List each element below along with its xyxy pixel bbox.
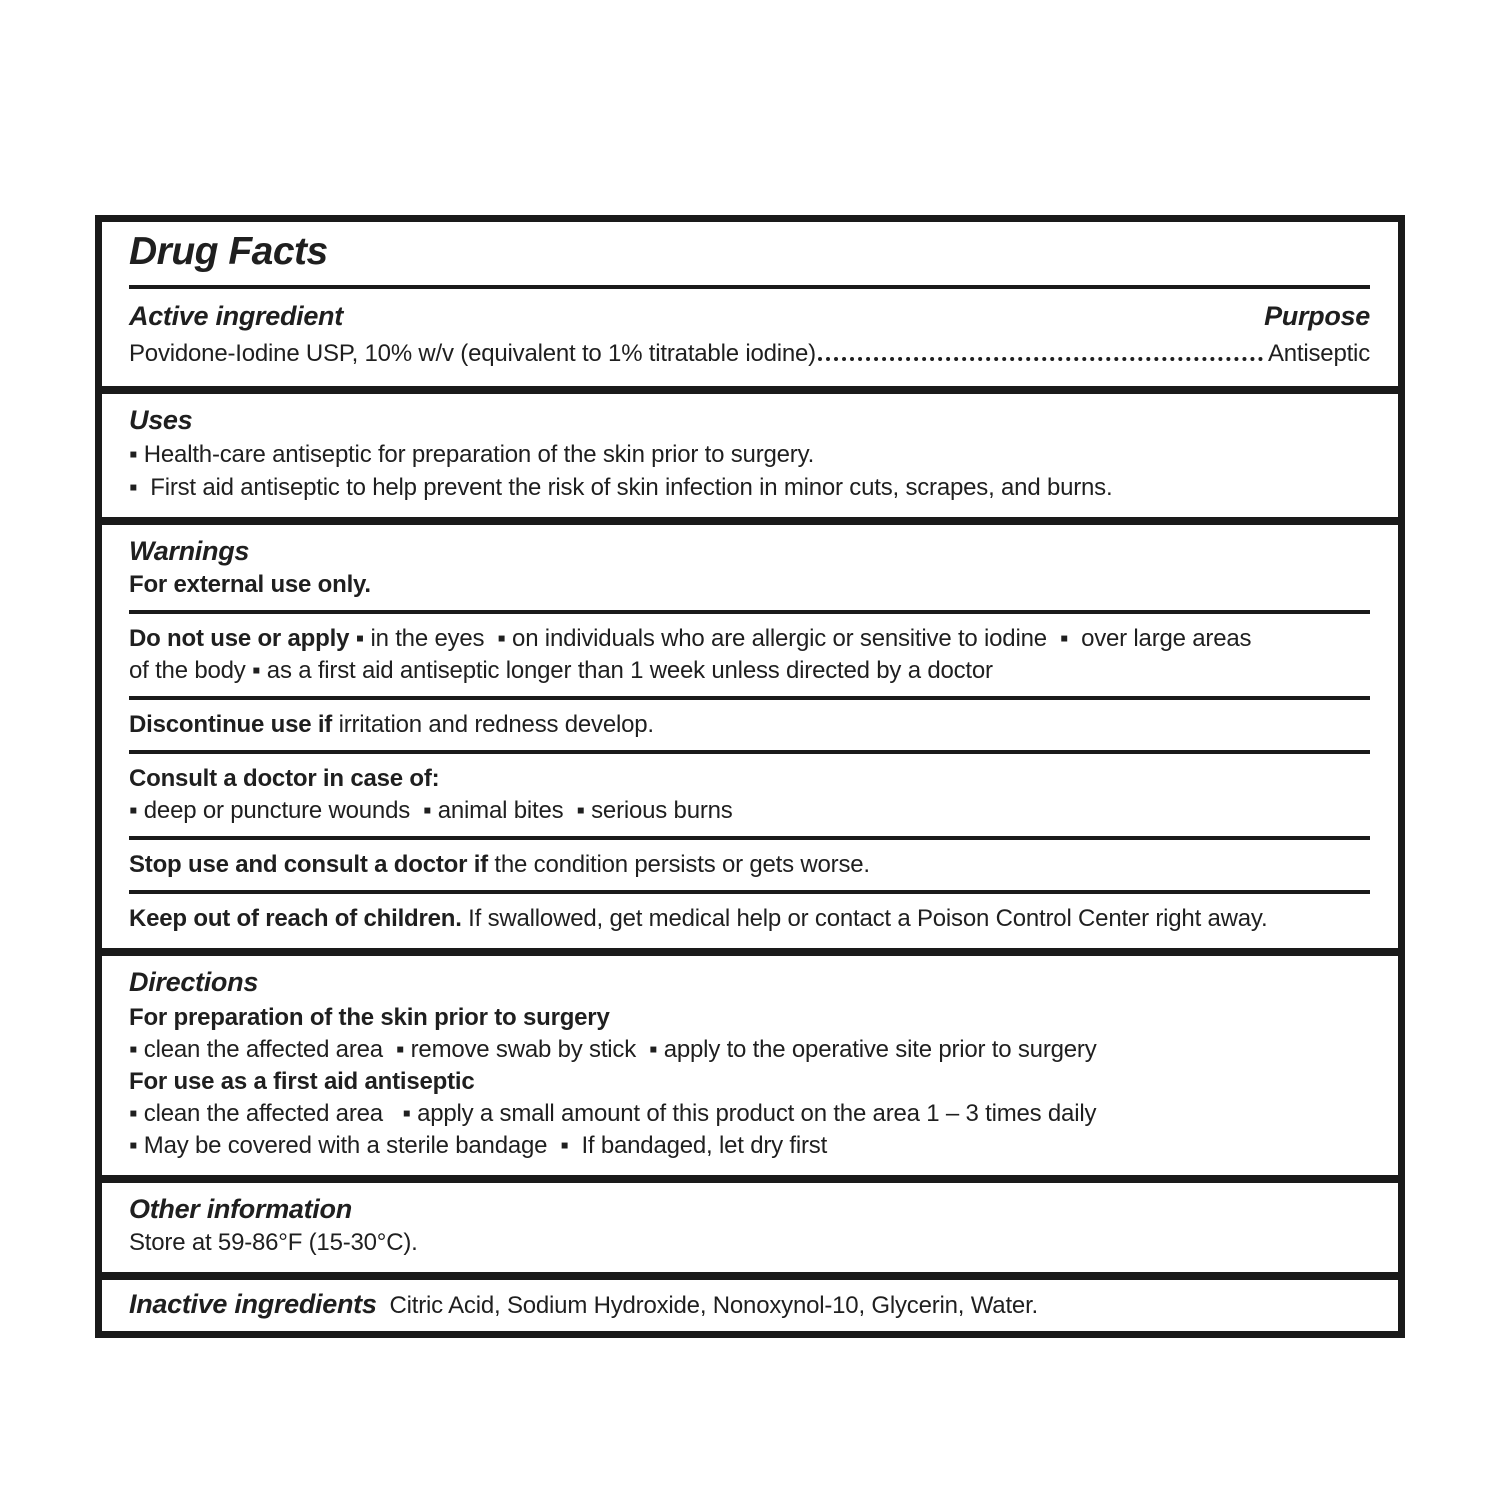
section-divider xyxy=(102,948,1398,956)
directions-heading: Directions xyxy=(129,967,259,997)
uses-item: ▪ Health-care antiseptic for preparation of the skin prior to surgery. xyxy=(129,441,815,468)
drug-facts-title: Drug Facts xyxy=(129,230,328,273)
keep-out-rest: If swallowed, get medical help or contact a Poison Control Center right away. xyxy=(461,905,1268,932)
section-divider xyxy=(102,1175,1398,1183)
other-information-heading: Other information xyxy=(129,1194,352,1224)
do-not-use-line2: of the body ▪ as a first aid antiseptic longer than 1 week unless directed by a doctor xyxy=(129,657,993,684)
uses-section xyxy=(102,394,1398,517)
stop-use-rest: the condition persists or gets worse. xyxy=(487,851,870,878)
section-divider xyxy=(102,386,1398,394)
keep-out-of-reach-paragraph xyxy=(129,903,1370,935)
do-not-use-lead: Do not use or apply xyxy=(129,625,350,652)
section-divider xyxy=(102,517,1398,525)
warnings-rule xyxy=(129,610,1370,614)
keep-out-lead: Keep out of reach of children. xyxy=(129,905,462,932)
surgery-items: ▪ clean the affected area ▪ remove swab by stick ▪ apply to the operative site prior to surgery xyxy=(129,1036,1097,1063)
surgery-subheading: For preparation of the skin prior to surgery xyxy=(129,1004,610,1031)
title-rule xyxy=(129,285,1370,289)
directions-section xyxy=(102,956,1398,1175)
inactive-ingredients-section xyxy=(102,1280,1398,1331)
storage-text: Store at 59-86°F (15-30°C). xyxy=(129,1229,418,1256)
consult-items: ▪ deep or puncture wounds ▪ animal bites ▪ serious burns xyxy=(129,797,733,824)
discontinue-rest: irritation and redness develop. xyxy=(332,711,654,738)
drug-facts-panel xyxy=(95,215,1405,1338)
first-aid-items-line2: ▪ May be covered with a sterile bandage ▪ If bandaged, let dry first xyxy=(129,1132,828,1159)
other-information-section xyxy=(102,1183,1398,1272)
external-use-text: For external use only. xyxy=(129,571,371,598)
active-ingredient-text: Povidone-Iodine USP, 10% w/v (equivalent to 1% titratable iodine) xyxy=(129,340,816,367)
first-aid-subheading: For use as a first aid antiseptic xyxy=(129,1068,475,1095)
consult-heading: Consult a doctor in case of: xyxy=(129,765,440,792)
warnings-rule xyxy=(129,890,1370,894)
do-not-use-rest: ▪ in the eyes ▪ on individuals who are allergic or sensitive to iodine ▪ over large areas xyxy=(349,625,1252,652)
warnings-rule xyxy=(129,750,1370,754)
first-aid-items-line1: ▪ clean the affected area ▪ apply a small amount of this product on the area 1 – 3 times daily xyxy=(129,1100,1097,1127)
purpose-value: Antiseptic xyxy=(1267,340,1370,367)
warnings-rule xyxy=(129,696,1370,700)
stop-use-lead: Stop use and consult a doctor if xyxy=(129,851,488,878)
purpose-heading: Purpose xyxy=(1264,301,1370,331)
section-divider xyxy=(102,1272,1398,1280)
active-ingredient-heading: Active ingredient xyxy=(129,301,343,331)
consult-doctor-paragraph xyxy=(129,763,1370,827)
discontinue-paragraph xyxy=(129,709,1370,741)
uses-item: ▪ First aid antiseptic to help prevent the risk of skin infection in minor cuts, scrapes, and burns. xyxy=(129,474,1113,501)
header-section xyxy=(102,222,1398,386)
inactive-ingredients-text: Citric Acid, Sodium Hydroxide, Nonoxynol-10, Glycerin, Water. xyxy=(389,1292,1039,1319)
discontinue-lead: Discontinue use if xyxy=(129,711,333,738)
active-ingredient-row xyxy=(129,338,1370,370)
warnings-rule xyxy=(129,836,1370,840)
uses-heading: Uses xyxy=(129,405,193,435)
dot-leader xyxy=(818,356,1263,361)
stop-use-paragraph xyxy=(129,849,1370,881)
ingredient-purpose-header-row xyxy=(129,298,1370,334)
do-not-use-paragraph xyxy=(129,623,1370,687)
warnings-section xyxy=(102,525,1398,948)
warnings-heading: Warnings xyxy=(129,536,250,566)
inactive-ingredients-heading: Inactive ingredients xyxy=(129,1289,377,1319)
inactive-ingredients-spacer xyxy=(377,1292,390,1319)
